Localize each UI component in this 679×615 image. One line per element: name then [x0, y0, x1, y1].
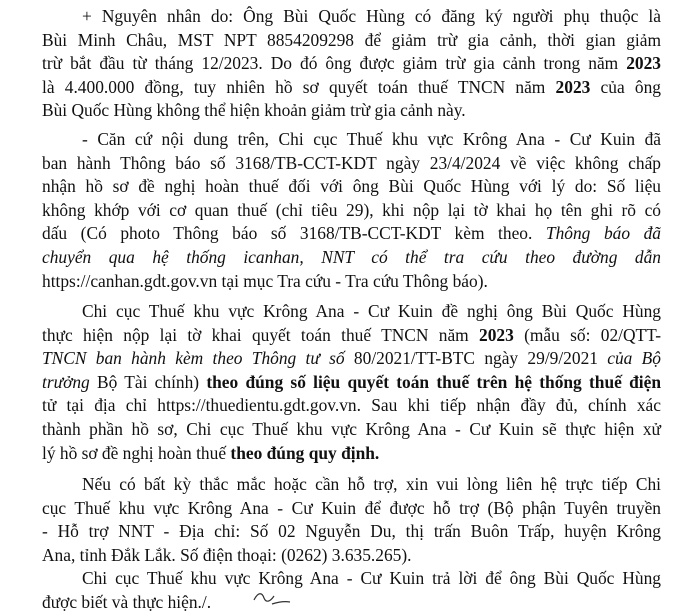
text-line: [42, 324, 661, 348]
text-line: nhận hồ sơ đề nghị hoàn thuế đối với ông Bùi Quốc Hùng với lý do: Số liệu: [42, 176, 661, 197]
text-line: - Hỗ trợ NNT - Địa chỉ: Số 02 Nguyễn Du, thị trấn Buôn Trấp, huyện Krông: [42, 521, 661, 542]
bold-year: 2023: [626, 53, 661, 74]
paragraph-request: [0, 300, 679, 465]
text-line: Chi cục Thuế khu vực Krông Ana - Cư Kuin trả lời để ông Bùi Quốc Hùng: [82, 568, 661, 588]
italic-run: chuyển qua hệ thống icanhan, NNT có thể tra cứu theo đường dẫn: [42, 246, 661, 267]
text-line: tử tại địa chỉ https://thuedientu.gdt.gov.vn. Sau khi tiếp nhận đầy đủ, chính xác: [42, 395, 661, 416]
bold-run: theo đúng quy định.: [230, 442, 380, 463]
text-line: Bùi Quốc Hùng không thể hiện khoản giảm trừ gia cảnh này.: [42, 100, 466, 121]
text-line: ban hành Thông báo số 3168/TB-CCT-KDT ngày 23/4/2024 về việc không chấp: [42, 152, 661, 173]
italic-run: Thông báo đã: [545, 223, 661, 244]
italic-run: của Bộ: [607, 348, 661, 369]
text-line: cục Thuế khu vực Krông Ana - Cư Kuin để được hỗ trợ (Bộ phận Tuyên truyền: [42, 497, 661, 518]
text-run: của ông: [590, 76, 661, 97]
paragraph-reason: [0, 5, 679, 123]
bold-year: 2023: [555, 76, 591, 97]
text-line: Bùi Minh Châu, MST NPT 8854209298 để giảm trừ gia cảnh, thời gian giảm: [42, 29, 661, 50]
signature-mark: [252, 586, 292, 608]
text-line: không khớp với cơ quan thuế (chỉ tiêu 29), khi nộp lại tờ khai họ tên ghi rõ có: [42, 199, 661, 220]
text-line: [42, 222, 661, 246]
text-run: Bộ Tài chính): [97, 371, 207, 392]
paragraph-closing: [0, 567, 679, 614]
text-line: thành phần hồ sơ, Chi cục Thuế khu vực Krông Ana - Cư Kuin sẽ thực hiện xử: [42, 418, 661, 439]
text-line: [42, 347, 661, 371]
text-line: [42, 371, 661, 395]
text-run: thực hiện nộp lại tờ khai quyết toán thuế TNCN năm: [42, 324, 480, 345]
text-run: dấu (Có photo Thông báo số 3168/TB-CCT-KDT kèm theo.: [42, 223, 546, 244]
italic-run: TNCN ban hành kèm theo Thông tư số: [42, 348, 354, 369]
paragraph-notice: [0, 128, 679, 293]
paragraph-contact: [0, 473, 679, 567]
text-line: Ana, tỉnh Đắk Lắk. Số điện thoại: (0262) 3.635.265).: [42, 544, 412, 565]
bold-run: theo đúng số liệu quyết toán thuế trên hệ thống thuế điện: [206, 371, 661, 392]
text-line: - Căn cứ nội dung trên, Chi cục Thuế khu vực Krông Ana - Cư Kuin đã: [82, 129, 661, 149]
text-line: + Nguyên nhân do: Ông Bùi Quốc Hùng có đăng ký người phụ thuộc là: [82, 6, 661, 26]
text-line: được biết và thực hiện./.: [42, 591, 212, 612]
text-line: [42, 246, 661, 270]
text-line: Nếu có bất kỳ thắc mắc hoặc cần hỗ trợ, xin vui lòng liên hệ trực tiếp Chi: [82, 474, 661, 494]
bold-year: 2023: [479, 324, 514, 345]
text-line: https://canhan.gdt.gov.vn tại mục Tra cứu - Tra cứu Thông báo).: [42, 270, 488, 291]
text-run: lý hồ sơ đề nghị hoàn thuế: [42, 442, 231, 463]
text-line: [42, 442, 661, 466]
text-run: 80/2021/TT-BTC ngày 29/9/2021: [353, 348, 608, 369]
text-run: là 4.400.000 đồng, tuy nhiên hồ sơ quyết toán thuế TNCN năm: [42, 76, 556, 97]
text-run: trừ bắt đầu từ tháng 12/2023. Do đó ông được giảm trừ gia cảnh trong năm: [42, 53, 627, 74]
text-line: Chi cục Thuế khu vực Krông Ana - Cư Kuin đề nghị ông Bùi Quốc Hùng: [82, 301, 661, 321]
text-line: [42, 52, 661, 76]
italic-run: trưởng: [42, 371, 98, 392]
text-run: (mẫu số: 02/QTT-: [513, 324, 661, 345]
text-line: [42, 76, 661, 100]
